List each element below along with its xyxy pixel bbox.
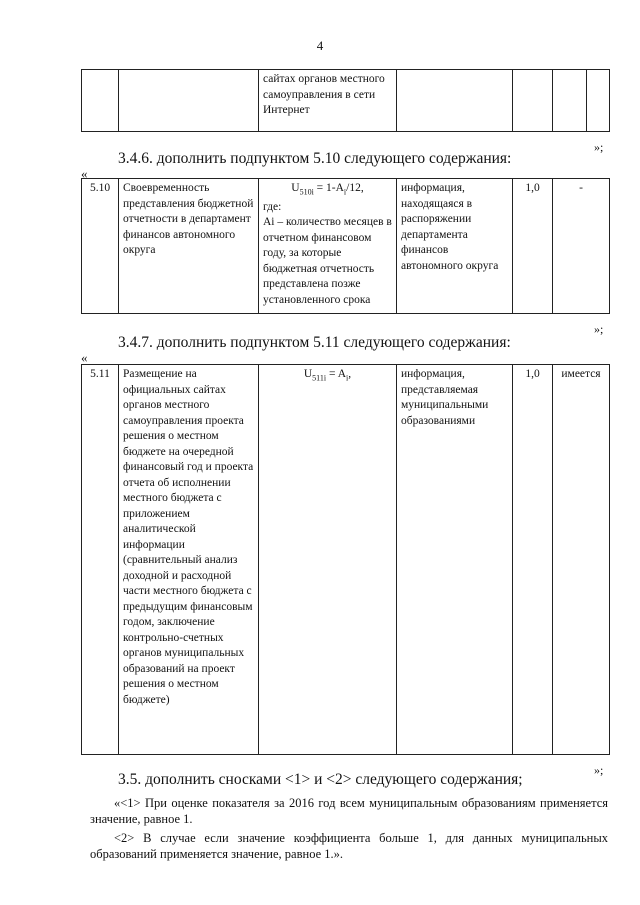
cell-num	[82, 70, 119, 132]
table-5-11	[81, 364, 610, 755]
formula-where: где:	[263, 200, 282, 213]
cell-criterion	[119, 70, 259, 132]
section-heading-3-4-7: 3.4.7. дополнить подпунктом 5.11 следующего содержания:	[118, 334, 511, 351]
formula-desc: Ai – количество месяцев в отчетном финансовом году, за которые бюджетная отчетность представлена позже установленного срока	[263, 216, 392, 306]
cell-formula: $U_{511i} = A_i$,	[259, 365, 397, 755]
opening-quote: «	[81, 166, 88, 181]
table-continuation	[81, 69, 610, 132]
cell-value	[587, 70, 610, 132]
page-number: 4	[316, 38, 324, 53]
cell-weight	[553, 70, 587, 132]
table-row	[82, 179, 610, 314]
cell-source: информация, представляемая муниципальными образованиями	[397, 365, 513, 755]
closing-quote: »;	[594, 763, 604, 777]
cell-criterion: Размещение на официальных сайтах органов местного самоуправления проекта решения о местном бюджете на очередной финансовый год и проекта отчета об исполнении местного бюджета с приложением аналитической информации (сравнительный анализ доходной и расходной части местного бюджета с предыдущим финансовым годом, заключение контрольно-счетных органов муниципальных образований на проект решения о местном бюджете)	[119, 365, 259, 755]
cell-blank	[513, 70, 553, 132]
cell-value: -	[553, 179, 610, 314]
formula-line: $U_{510i} = 1-A_i/12$,	[291, 182, 364, 197]
section-heading-3-5: 3.5. дополнить сносками <1> и <2> следующего содержания;	[118, 771, 523, 788]
table-row	[82, 365, 610, 755]
table-row	[82, 70, 610, 132]
cell-value: имеется	[553, 365, 610, 755]
cell-blank	[397, 70, 513, 132]
footnotes	[90, 795, 608, 865]
cell-source: информация, находящаяся в распоряжении департамента финансов автономного округа	[397, 179, 513, 314]
footnote-1: «<1> При оценке показателя за 2016 год всем муниципальным образованиям применяется значение, равное 1.	[90, 796, 608, 826]
cell-criterion: Своевременность представления бюджетной отчетности в департамент финансов автономного округа	[119, 179, 259, 314]
table-5-10	[81, 178, 610, 314]
section-heading-3-4-6: 3.4.6. дополнить подпунктом 5.10 следующего содержания:	[118, 150, 512, 167]
cell-weight: 1,0	[513, 179, 553, 314]
opening-quote: «	[81, 350, 88, 365]
closing-quote: »;	[594, 140, 604, 154]
cell-weight: 1,0	[513, 365, 553, 755]
cell-num: 5.10	[82, 179, 119, 314]
closing-quote: »;	[594, 322, 604, 336]
footnote-2: <2> В случае если значение коэффициента больше 1, для данных муниципальных образований применяется значение, равное 1.».	[90, 831, 608, 861]
cell-source: сайтах органов местного самоуправления в сети Интернет	[259, 70, 397, 132]
cell-formula	[259, 179, 397, 314]
cell-num: 5.11	[82, 365, 119, 755]
